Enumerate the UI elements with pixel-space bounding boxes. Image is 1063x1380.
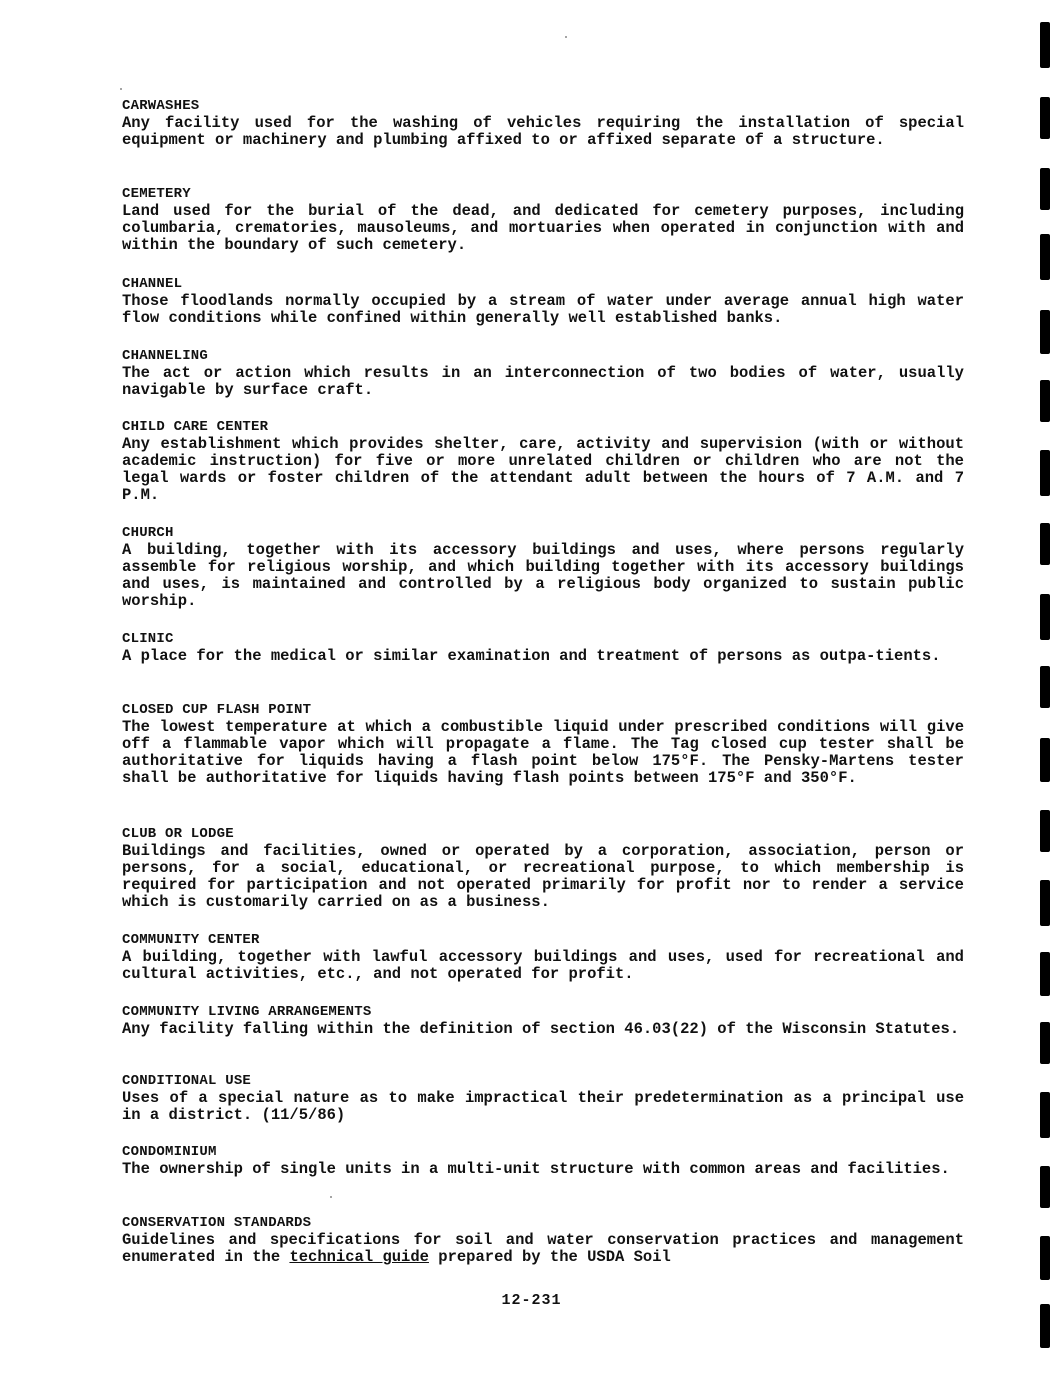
term-heading: CHILD CARE CENTER [122,419,269,435]
definition-entry-condominium [122,1144,964,1178]
revision-bar [1040,97,1050,139]
definition-entry-clinic [122,631,964,665]
term-heading: CARWASHES [122,98,200,114]
term-heading: CEMETERY [122,186,191,202]
term-definition: Any facility used for the washing of vehicles requiring the installation of special equipment or machinery and plumbing affixed to or affixed separate of a structure. [122,114,964,149]
term-definition: A building, together with its accessory buildings and uses, where persons regularly assemble for religious worship, and which building together with its accessory buildings and uses, is maintained and controlled by a religious body organized to sustain public worship. [122,541,964,610]
revision-bar [1040,234,1050,280]
term-heading: CLOSED CUP FLASH POINT [122,702,312,718]
term-definition: A building, together with lawful accessory buildings and uses, used for recreational and cultural activities, etc., and not operated for profit. [122,948,964,983]
term-heading: CONSERVATION STANDARDS [122,1215,312,1231]
revision-bar [1040,450,1050,496]
definition-entry-channeling [122,348,964,399]
term-definition [122,1232,964,1266]
revision-bar [1040,880,1050,926]
revision-bar [1040,1236,1050,1280]
term-definition: The lowest temperature at which a combustible liquid under prescribed conditions will give off a flammable vapor which will propagate a flame. The Tag closed cup tester shall be authoritative for liquids having a flash point below 175°F. The Pensky-Martens tester shall be authoritative for liquids having flash points between 175°F and 350°F. [122,718,964,787]
revision-bar [1040,380,1050,422]
term-definition: The act or action which results in an interconnection of two bodies of water, usually navigable by surface craft. [122,364,964,399]
term-heading: CLINIC [122,631,174,647]
revision-bar [1040,738,1050,782]
revision-bar [1040,1022,1050,1064]
underlined-reference: technical guide [289,1248,429,1266]
revision-bar [1040,952,1050,996]
definition-entry-child-care-center [122,419,964,504]
definition-entry-church [122,525,964,610]
revision-bar [1040,810,1050,852]
definition-text: prepared by the USDA Soil [428,1248,671,1266]
term-definition: The ownership of single units in a multi-unit structure with common areas and facilities. [122,1160,950,1178]
definition-entry-conditional-use [122,1073,964,1124]
definition-entry-club-or-lodge [122,826,964,911]
term-heading: CLUB OR LODGE [122,826,234,842]
definition-entry-conservation-standards [122,1215,964,1266]
term-definition: A place for the medical or similar examination and treatment of persons as outpa-tients. [122,647,941,665]
page-number: 12-231 [501,1292,562,1309]
term-heading: COMMUNITY CENTER [122,932,260,948]
scan-speck [330,1196,332,1198]
revision-bar [1040,1304,1050,1348]
term-heading: CONDITIONAL USE [122,1073,252,1089]
definition-entry-community-living-arrangements [122,1004,964,1038]
term-definition: Those floodlands normally occupied by a stream of water under average annual high water flow conditions while confined within generally well established banks. [122,292,964,327]
term-heading: CHANNELING [122,348,209,364]
definition-entry-channel [122,276,964,327]
revision-bar [1040,310,1050,354]
definition-entry-carwashes [122,98,964,149]
term-heading: COMMUNITY LIVING ARRANGEMENTS [122,1004,372,1020]
term-definition: Any establishment which provides shelter, care, activity and supervision (with or without academic instruction) for five or more unrelated children or children who are not the legal wards or foster children of the attendant adult between the hours of 7 A.M. and 7 P.M. [122,435,964,504]
definition-entry-cemetery [122,186,964,254]
revision-bar [1040,1092,1050,1138]
definition-entry-community-center [122,932,964,983]
term-definition: Uses of a special nature as to make impractical their predetermination as a principal use in a district. (11/5/86) [122,1089,964,1124]
term-definition: Any facility falling within the definition of section 46.03(22) of the Wisconsin Statutes. [122,1020,960,1038]
definition-entry-closed-cup-flash-point [122,702,964,787]
term-heading: CONDOMINIUM [122,1144,217,1160]
definition-text: Guidelines and specifications for soil and water conservation practices and management enumerated in the [122,1231,964,1266]
revision-bar [1040,666,1050,708]
revision-bar [1040,523,1050,565]
scan-speck [565,36,567,38]
revision-bar [1040,1166,1050,1208]
scan-speck [120,88,122,90]
term-definition: Land used for the burial of the dead, and dedicated for cemetery purposes, including columbaria, crematories, mausoleums, and mortuaries when operated in conjunction with and within the boundary of such cemetery. [122,202,964,254]
term-heading: CHURCH [122,525,174,541]
revision-bar [1040,594,1050,640]
term-definition: Buildings and facilities, owned or operated by a corporation, association, person or persons, for a social, educational, or recreational purpose, to which membership is required for participation and not operated primarily for profit nor to render a service which is customarily carried on as a business. [122,842,964,911]
revision-bar [1040,22,1050,68]
revision-bar [1040,168,1050,210]
term-heading: CHANNEL [122,276,183,292]
